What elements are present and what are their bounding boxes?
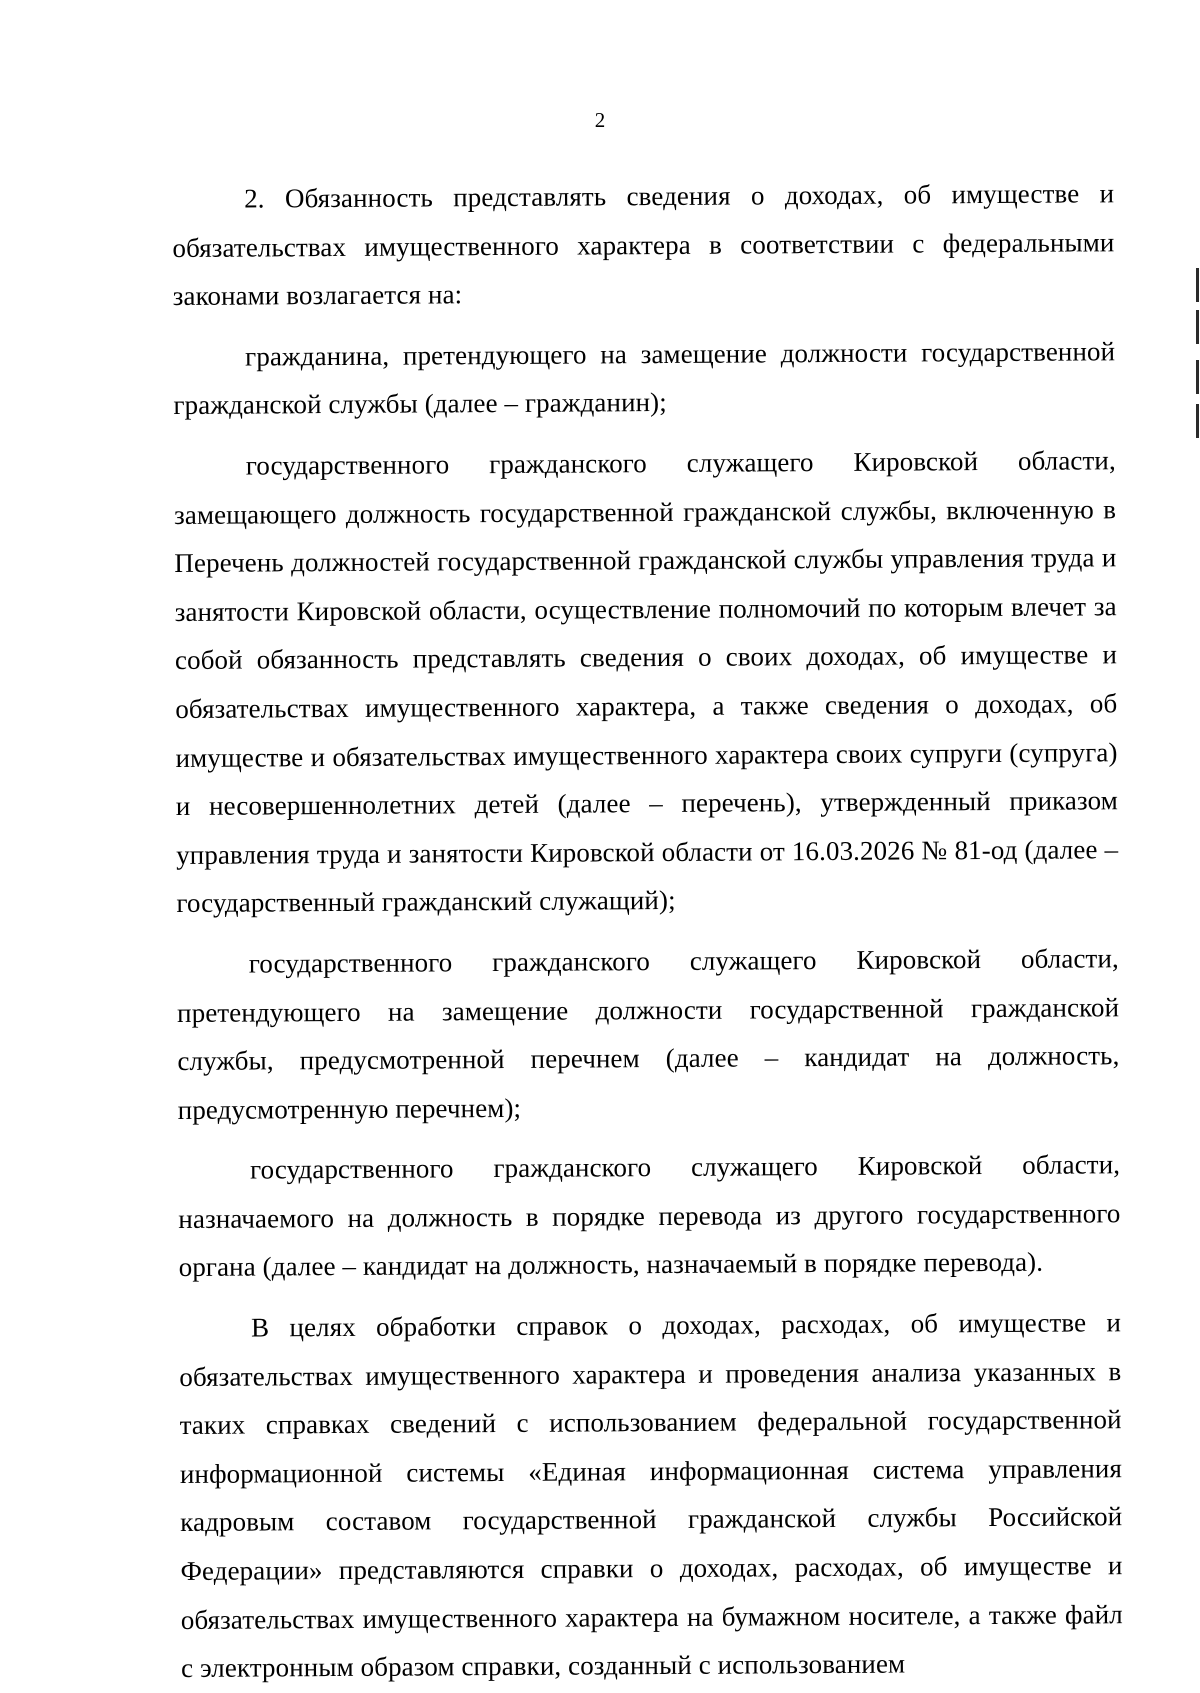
- page-number: 2: [594, 108, 606, 132]
- scan-edge-mark: [1196, 360, 1199, 394]
- scan-edge-mark: [1196, 310, 1199, 344]
- paragraph-candidate-transfer: государственного гражданского служащего Кировской области, назначаемого на должность в порядке перевода из другого государственного органа (далее – кандидат на должность, назначаемый в порядке перевода).: [178, 1149, 1121, 1283]
- scan-edge-mark: [1196, 268, 1199, 302]
- document-body: [172, 169, 1123, 1693]
- scan-edge-mark: [1196, 404, 1199, 438]
- paragraph-obligation-intro: 2. Обязанность представлять сведения о доходах, об имуществе и обязательствах имущественного характера в соответствии с федеральными законами возлагается на:: [172, 178, 1115, 312]
- paragraph-candidate-listed-position: государственного гражданского служащего Кировской области, претендующего на замещение должности государственной гражданской службы, предусмотренной перечнем (далее – кандидат на должность, предусмотренную перечнем);: [177, 943, 1120, 1125]
- paragraph-processing-certificates: В целях обработки справок о доходах, расходах, об имуществе и обязательствах имущественного характера и проведения анализа указанных в таких справках сведений с использованием федеральной государственной информационной системы «Единая информационная система управления кадровым составом государственной гражданской службы Российской Федерации» представляются справки о доходах, расходах, об имуществе и обязательствах имущественного характера на бумажном носителе, а также файл с электронным образом справки, созданный с использованием: [179, 1307, 1123, 1684]
- paragraph-citizen: гражданина, претендующего на замещение должности государственной гражданской службы (далее – гражданин);: [173, 336, 1116, 421]
- paragraph-civil-servant: государственного гражданского служащего Кировской области, замещающего должность государственной гражданской службы, включенную в Перечень должностей государственной гражданской службы управления труда и занятости Кировской области, осуществление полномочий по которым влечет за собой обязанность представлять сведения о своих доходах, об имуществе и обязательствах имущественного характера, а также сведения о доходах, об имуществе и обязательствах имущественного характера своих супруги (супруга) и несовершеннолетних детей (далее – перечень), утвержденный приказом управления труда и занятости Кировской области от 16.03.2026 № 81-од (далее – государственный гражданский служащий);: [173, 445, 1119, 919]
